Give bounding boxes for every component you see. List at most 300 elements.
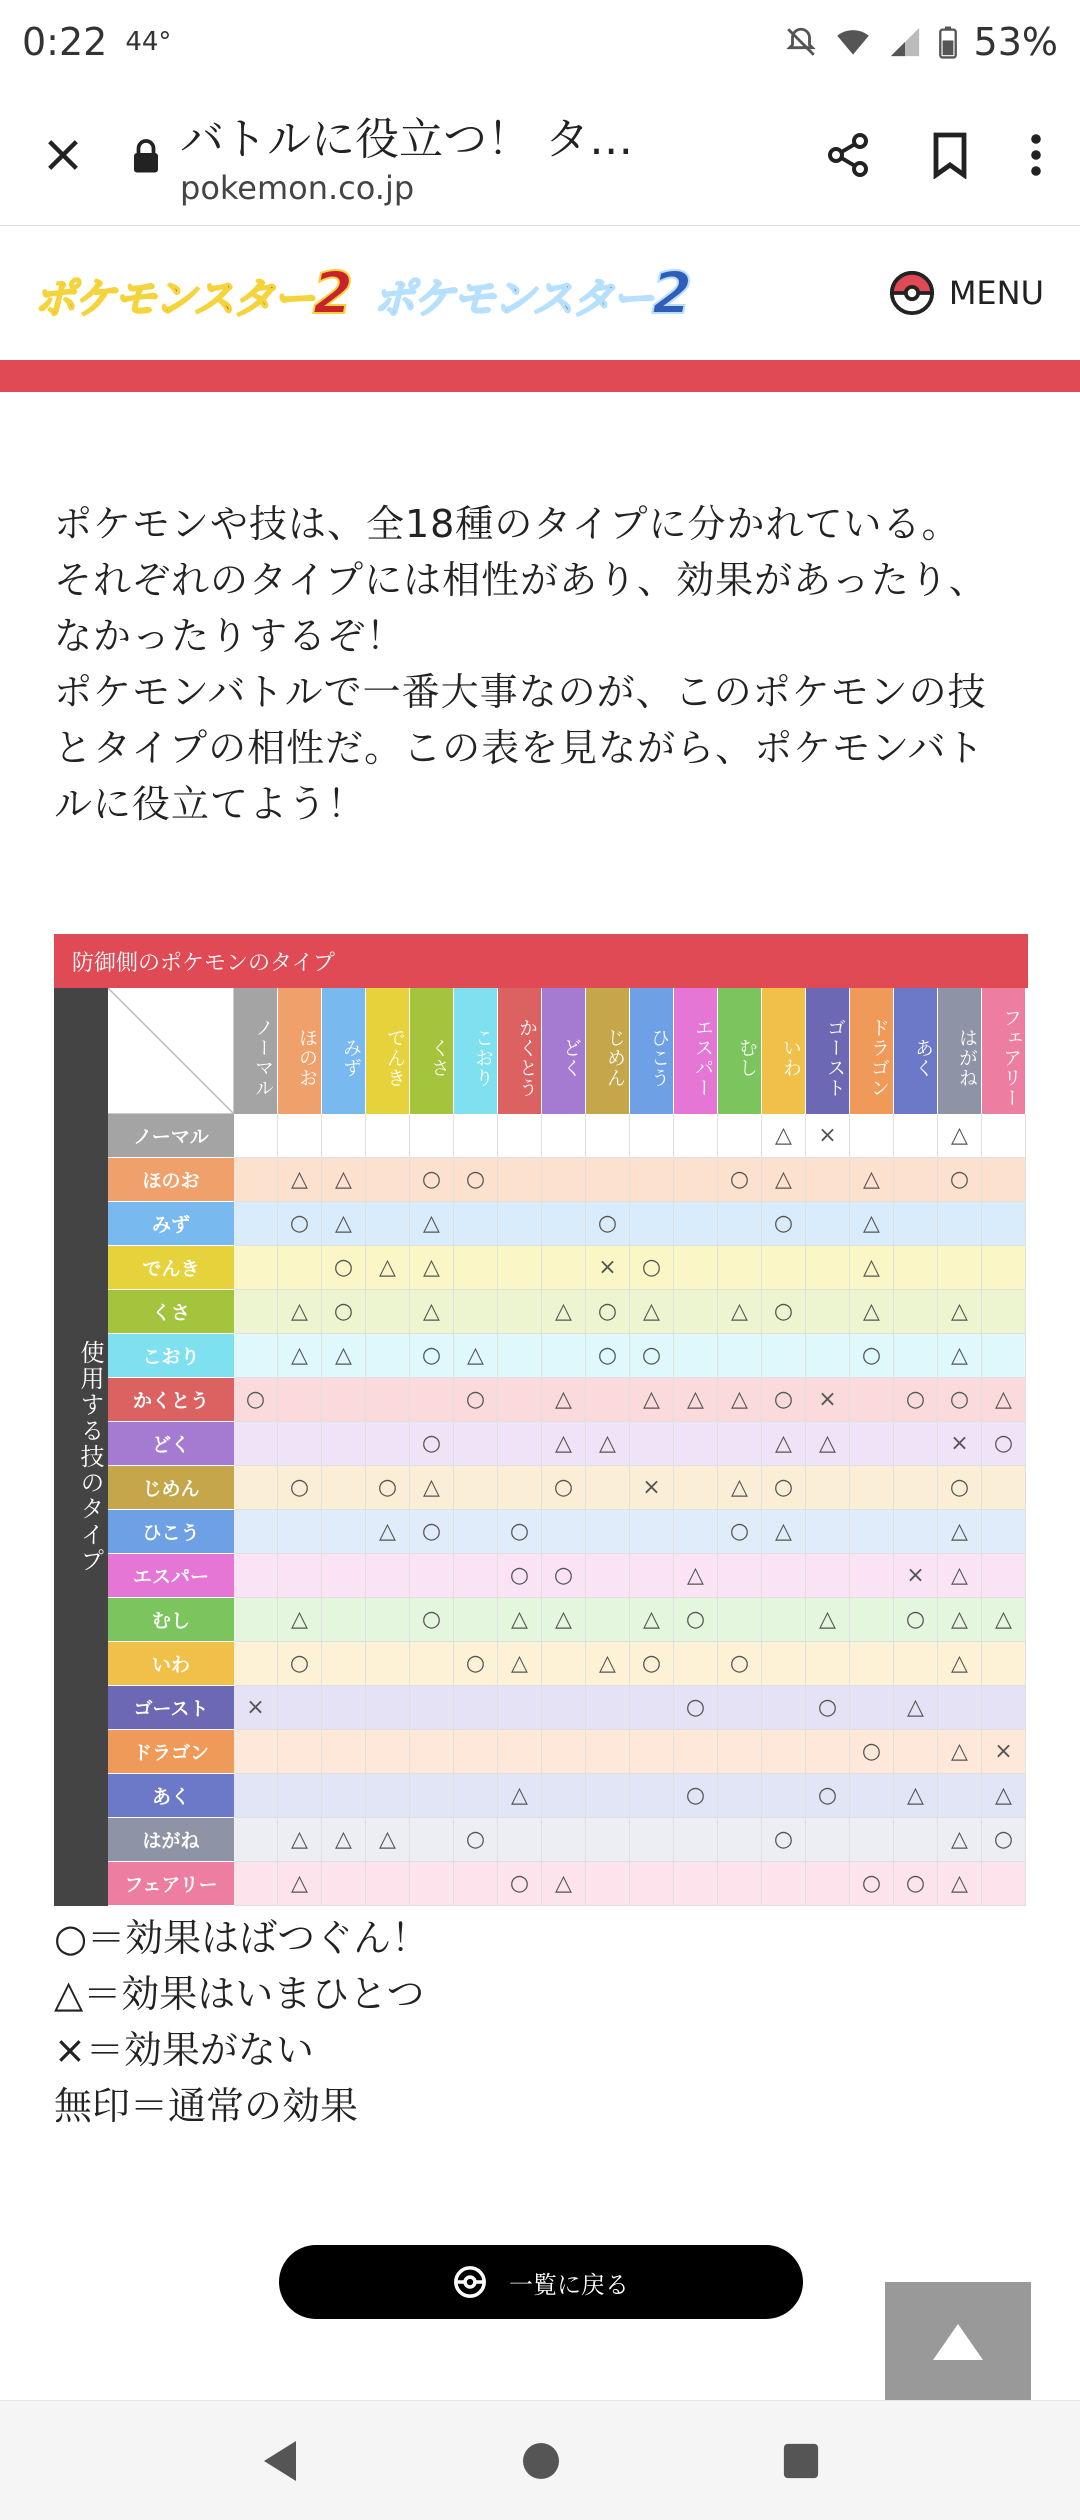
- effectiveness-cell: [454, 1730, 498, 1774]
- effectiveness-cell: △: [542, 1422, 586, 1466]
- effectiveness-cell: ○: [234, 1378, 278, 1422]
- effectiveness-cell: [410, 1554, 454, 1598]
- effectiveness-cell: [498, 1466, 542, 1510]
- effectiveness-cell: [982, 1202, 1026, 1246]
- effectiveness-cell: ×: [806, 1114, 850, 1158]
- effectiveness-cell: [762, 1334, 806, 1378]
- effectiveness-cell: [762, 1598, 806, 1642]
- effectiveness-cell: [586, 1466, 630, 1510]
- attacker-type-header: ほのお: [108, 1158, 234, 1202]
- effectiveness-cell: △: [850, 1246, 894, 1290]
- effectiveness-cell: [322, 1730, 366, 1774]
- effectiveness-cell: △: [278, 1158, 322, 1202]
- effectiveness-cell: [234, 1466, 278, 1510]
- defender-type-header: くさ: [410, 988, 454, 1114]
- effectiveness-cell: ○: [894, 1862, 938, 1906]
- effectiveness-cell: ○: [894, 1598, 938, 1642]
- effectiveness-cell: [234, 1598, 278, 1642]
- table-corner: [108, 988, 234, 1114]
- effectiveness-cell: [278, 1730, 322, 1774]
- effectiveness-cell: [630, 1774, 674, 1818]
- intro-line: ポケモンや技は、全18種のタイプに分かれている。: [54, 502, 961, 546]
- effectiveness-cell: ○: [410, 1598, 454, 1642]
- effectiveness-cell: [982, 1114, 1026, 1158]
- effectiveness-cell: △: [938, 1554, 982, 1598]
- effectiveness-cell: ○: [278, 1642, 322, 1686]
- effectiveness-cell: [806, 1642, 850, 1686]
- effectiveness-cell: [894, 1334, 938, 1378]
- site-header: [0, 226, 1080, 360]
- defender-header: 防御側のポケモンのタイプ: [54, 934, 1028, 988]
- effectiveness-cell: ○: [762, 1466, 806, 1510]
- effectiveness-cell: [454, 1554, 498, 1598]
- attacker-type-header: ゴースト: [108, 1686, 234, 1730]
- effectiveness-cell: △: [850, 1290, 894, 1334]
- effectiveness-cell: ○: [938, 1158, 982, 1202]
- effectiveness-cell: [278, 1686, 322, 1730]
- effectiveness-cell: △: [410, 1290, 454, 1334]
- effectiveness-cell: ○: [542, 1466, 586, 1510]
- effectiveness-cell: [366, 1774, 410, 1818]
- pokeball-icon: [889, 270, 935, 316]
- effectiveness-cell: [454, 1290, 498, 1334]
- effectiveness-cell: [674, 1818, 718, 1862]
- effectiveness-cell: [278, 1510, 322, 1554]
- effectiveness-cell: [410, 1114, 454, 1158]
- effectiveness-cell: △: [982, 1774, 1026, 1818]
- effectiveness-cell: ○: [674, 1774, 718, 1818]
- effectiveness-cell: △: [278, 1598, 322, 1642]
- effectiveness-cell: ×: [982, 1730, 1026, 1774]
- effectiveness-cell: [586, 1598, 630, 1642]
- effectiveness-cell: [366, 1730, 410, 1774]
- effectiveness-cell: [234, 1774, 278, 1818]
- effectiveness-cell: [894, 1466, 938, 1510]
- effectiveness-cell: [762, 1774, 806, 1818]
- effectiveness-cell: [322, 1422, 366, 1466]
- effectiveness-cell: △: [894, 1774, 938, 1818]
- effectiveness-cell: △: [410, 1466, 454, 1510]
- attacker-type-header: ひこう: [108, 1510, 234, 1554]
- effectiveness-cell: [366, 1158, 410, 1202]
- effectiveness-cell: [234, 1114, 278, 1158]
- back-button-label: 一覧に戻る: [509, 2270, 629, 2299]
- defender-type-header: いわ: [762, 988, 806, 1114]
- effectiveness-cell: [630, 1818, 674, 1862]
- effectiveness-cell: △: [630, 1290, 674, 1334]
- effectiveness-cell: [982, 1862, 1026, 1906]
- effectiveness-cell: [234, 1246, 278, 1290]
- effectiveness-cell: [850, 1378, 894, 1422]
- attacker-type-header: でんき: [108, 1246, 234, 1290]
- defender-type-header: あく: [894, 988, 938, 1114]
- effectiveness-cell: [718, 1334, 762, 1378]
- effectiveness-cell: △: [366, 1510, 410, 1554]
- status-time: 0:22: [22, 20, 108, 64]
- effectiveness-cell: [322, 1466, 366, 1510]
- effectiveness-cell: △: [498, 1598, 542, 1642]
- effectiveness-cell: ○: [586, 1334, 630, 1378]
- effectiveness-cell: [718, 1730, 762, 1774]
- effectiveness-cell: [234, 1422, 278, 1466]
- effectiveness-cell: ○: [850, 1862, 894, 1906]
- effectiveness-cell: [498, 1290, 542, 1334]
- effectiveness-cell: △: [322, 1158, 366, 1202]
- bookmark-icon[interactable]: [928, 131, 972, 179]
- effectiveness-cell: [454, 1774, 498, 1818]
- effectiveness-cell: [322, 1686, 366, 1730]
- effectiveness-cell: [498, 1818, 542, 1862]
- effectiveness-cell: ○: [630, 1642, 674, 1686]
- effectiveness-cell: ○: [498, 1862, 542, 1906]
- effectiveness-cell: △: [278, 1290, 322, 1334]
- defender-type-header: むし: [718, 988, 762, 1114]
- moon-logo[interactable]: ポケモンスター2: [373, 259, 691, 327]
- effectiveness-cell: [718, 1598, 762, 1642]
- back-to-list-button[interactable]: [279, 2245, 803, 2319]
- effectiveness-cell: ○: [322, 1246, 366, 1290]
- effectiveness-cell: [718, 1422, 762, 1466]
- effectiveness-cell: ○: [806, 1686, 850, 1730]
- defender-type-header: こおり: [454, 988, 498, 1114]
- effectiveness-cell: [366, 1642, 410, 1686]
- legend-item: ○＝効果はばつぐん！: [54, 1916, 430, 1960]
- effectiveness-cell: [806, 1158, 850, 1202]
- effectiveness-cell: [366, 1202, 410, 1246]
- intro-line: ポケモンバトルで一番大事なのが、このポケモンの技: [54, 670, 987, 714]
- effectiveness-cell: [762, 1554, 806, 1598]
- effectiveness-cell: [630, 1202, 674, 1246]
- effectiveness-cell: [234, 1862, 278, 1906]
- effectiveness-cell: ○: [850, 1334, 894, 1378]
- effectiveness-cell: [806, 1554, 850, 1598]
- effectiveness-cell: [410, 1774, 454, 1818]
- effectiveness-cell: [894, 1730, 938, 1774]
- effectiveness-cell: △: [938, 1642, 982, 1686]
- effectiveness-cell: [542, 1510, 586, 1554]
- effectiveness-cell: △: [762, 1422, 806, 1466]
- effectiveness-cell: △: [982, 1378, 1026, 1422]
- effectiveness-cell: △: [718, 1290, 762, 1334]
- effectiveness-cell: [718, 1818, 762, 1862]
- effectiveness-cell: [674, 1158, 718, 1202]
- effectiveness-cell: [630, 1510, 674, 1554]
- effectiveness-cell: [234, 1554, 278, 1598]
- effectiveness-cell: [718, 1246, 762, 1290]
- effectiveness-cell: [498, 1246, 542, 1290]
- effectiveness-cell: [498, 1158, 542, 1202]
- effectiveness-cell: [850, 1114, 894, 1158]
- intro-line: それぞれのタイプには相性があり、効果があったり、: [54, 558, 988, 602]
- effectiveness-cell: [498, 1686, 542, 1730]
- effectiveness-cell: △: [322, 1818, 366, 1862]
- effectiveness-cell: [894, 1202, 938, 1246]
- wifi-icon: [834, 25, 872, 59]
- effectiveness-cell: [718, 1554, 762, 1598]
- defender-type-header: ゴースト: [806, 988, 850, 1114]
- effectiveness-cell: [366, 1334, 410, 1378]
- effectiveness-cell: [322, 1774, 366, 1818]
- defender-type-header: フェアリー: [982, 988, 1026, 1114]
- effectiveness-cell: [850, 1642, 894, 1686]
- effectiveness-cell: [366, 1598, 410, 1642]
- effectiveness-cell: [586, 1686, 630, 1730]
- effectiveness-cell: [850, 1510, 894, 1554]
- effectiveness-cell: △: [806, 1422, 850, 1466]
- attacker-type-header: どく: [108, 1422, 234, 1466]
- effectiveness-cell: ○: [674, 1598, 718, 1642]
- effectiveness-cell: △: [674, 1554, 718, 1598]
- intro-line: とタイプの相性だ。この表を見ながら、ポケモンバト: [54, 726, 985, 770]
- effectiveness-cell: [322, 1510, 366, 1554]
- effectiveness-cell: [454, 1686, 498, 1730]
- effectiveness-cell: ×: [630, 1466, 674, 1510]
- effectiveness-cell: [234, 1818, 278, 1862]
- effectiveness-cell: [806, 1730, 850, 1774]
- effectiveness-cell: [894, 1510, 938, 1554]
- effectiveness-cell: [630, 1730, 674, 1774]
- home-nav-icon[interactable]: [521, 2441, 561, 2481]
- page-title-area[interactable]: [180, 103, 824, 207]
- effectiveness-cell: [542, 1158, 586, 1202]
- effectiveness-cell: [322, 1598, 366, 1642]
- attacker-type-header: はがね: [108, 1818, 234, 1862]
- effectiveness-cell: [718, 1202, 762, 1246]
- effectiveness-cell: ○: [366, 1466, 410, 1510]
- intro-line: ルに役立てよう！: [54, 782, 367, 826]
- effectiveness-cell: [586, 1158, 630, 1202]
- effectiveness-cell: [674, 1334, 718, 1378]
- effectiveness-cell: △: [542, 1290, 586, 1334]
- effectiveness-cell: ○: [806, 1774, 850, 1818]
- effectiveness-cell: [674, 1422, 718, 1466]
- effectiveness-cell: [542, 1730, 586, 1774]
- legend-item: 無印＝通常の効果: [54, 2084, 359, 2128]
- legend: [54, 1910, 429, 2134]
- menu-button[interactable]: [889, 270, 1044, 316]
- effectiveness-cell: [894, 1818, 938, 1862]
- effectiveness-cell: [498, 1378, 542, 1422]
- effectiveness-cell: [806, 1818, 850, 1862]
- defender-type-header: はがね: [938, 988, 982, 1114]
- effectiveness-cell: [586, 1114, 630, 1158]
- effectiveness-cell: △: [894, 1686, 938, 1730]
- defender-type-header: じめん: [586, 988, 630, 1114]
- effectiveness-cell: [366, 1862, 410, 1906]
- effectiveness-cell: [806, 1510, 850, 1554]
- effectiveness-cell: △: [410, 1202, 454, 1246]
- intro-line: なかったりするぞ！: [54, 614, 406, 658]
- effectiveness-cell: [850, 1598, 894, 1642]
- effectiveness-cell: ○: [718, 1158, 762, 1202]
- effectiveness-cell: [586, 1862, 630, 1906]
- attacker-side-label: 使用する技のタイプ: [54, 988, 108, 1906]
- attacker-type-header: むし: [108, 1598, 234, 1642]
- effectiveness-cell: [366, 1554, 410, 1598]
- effectiveness-cell: [806, 1290, 850, 1334]
- effectiveness-cell: [982, 1290, 1026, 1334]
- effectiveness-cell: [498, 1730, 542, 1774]
- effectiveness-cell: [674, 1290, 718, 1334]
- attacker-type-header: あく: [108, 1774, 234, 1818]
- close-icon: [43, 135, 83, 175]
- effectiveness-cell: [454, 1510, 498, 1554]
- effectiveness-cell: ○: [542, 1554, 586, 1598]
- effectiveness-cell: [982, 1246, 1026, 1290]
- effectiveness-cell: [630, 1422, 674, 1466]
- effectiveness-cell: △: [674, 1378, 718, 1422]
- recents-nav-icon[interactable]: [782, 2442, 820, 2480]
- effectiveness-cell: △: [278, 1334, 322, 1378]
- effectiveness-cell: [498, 1202, 542, 1246]
- effectiveness-cell: △: [762, 1114, 806, 1158]
- sun-logo[interactable]: ポケモンスター2: [34, 259, 352, 327]
- effectiveness-cell: △: [322, 1334, 366, 1378]
- signal-icon: [888, 25, 922, 59]
- attacker-type-header: みず: [108, 1202, 234, 1246]
- effectiveness-cell: ○: [586, 1202, 630, 1246]
- effectiveness-cell: [806, 1862, 850, 1906]
- effectiveness-cell: [586, 1510, 630, 1554]
- effectiveness-cell: [498, 1422, 542, 1466]
- effectiveness-cell: [498, 1334, 542, 1378]
- effectiveness-cell: [410, 1686, 454, 1730]
- effectiveness-cell: ○: [454, 1642, 498, 1686]
- effectiveness-cell: [674, 1246, 718, 1290]
- effectiveness-cell: △: [938, 1598, 982, 1642]
- effectiveness-cell: [982, 1554, 1026, 1598]
- effectiveness-cell: [542, 1114, 586, 1158]
- effectiveness-cell: △: [498, 1774, 542, 1818]
- effectiveness-cell: [454, 1202, 498, 1246]
- effectiveness-cell: △: [586, 1422, 630, 1466]
- effectiveness-cell: [630, 1114, 674, 1158]
- pokeball-icon: [453, 2265, 487, 2299]
- effectiveness-cell: ○: [982, 1818, 1026, 1862]
- effectiveness-cell: ○: [938, 1378, 982, 1422]
- effectiveness-cell: [762, 1686, 806, 1730]
- effectiveness-cell: [410, 1818, 454, 1862]
- effectiveness-cell: [762, 1730, 806, 1774]
- effectiveness-cell: △: [542, 1598, 586, 1642]
- effectiveness-cell: [850, 1774, 894, 1818]
- effectiveness-cell: △: [630, 1598, 674, 1642]
- effectiveness-cell: ×: [586, 1246, 630, 1290]
- back-nav-icon[interactable]: [260, 2439, 300, 2483]
- more-options-icon[interactable]: [1028, 131, 1044, 179]
- effectiveness-cell: [718, 1114, 762, 1158]
- effectiveness-cell: [982, 1642, 1026, 1686]
- defender-type-header: ほのお: [278, 988, 322, 1114]
- battery-icon: [938, 25, 958, 59]
- effectiveness-cell: ○: [762, 1818, 806, 1862]
- effectiveness-cell: ○: [454, 1158, 498, 1202]
- share-icon[interactable]: [824, 131, 872, 179]
- effectiveness-cell: ○: [410, 1158, 454, 1202]
- effectiveness-cell: [674, 1114, 718, 1158]
- effectiveness-cell: [542, 1246, 586, 1290]
- effectiveness-cell: [454, 1422, 498, 1466]
- effectiveness-cell: △: [850, 1158, 894, 1202]
- effectiveness-cell: ○: [586, 1290, 630, 1334]
- legend-item: ×＝効果がない: [54, 2028, 314, 2072]
- effectiveness-cell: ○: [850, 1730, 894, 1774]
- effectiveness-cell: ○: [894, 1378, 938, 1422]
- defender-type-header: かくとう: [498, 988, 542, 1114]
- status-bar: [0, 0, 1080, 84]
- attacker-type-header: じめん: [108, 1466, 234, 1510]
- effectiveness-cell: [278, 1378, 322, 1422]
- effectiveness-cell: △: [366, 1818, 410, 1862]
- effectiveness-cell: [982, 1686, 1026, 1730]
- effectiveness-cell: △: [630, 1378, 674, 1422]
- effectiveness-cell: ○: [762, 1378, 806, 1422]
- effectiveness-cell: [542, 1334, 586, 1378]
- effectiveness-cell: [894, 1114, 938, 1158]
- effectiveness-cell: ○: [762, 1202, 806, 1246]
- browser-toolbar: [0, 84, 1080, 226]
- effectiveness-cell: △: [278, 1862, 322, 1906]
- effectiveness-cell: [806, 1202, 850, 1246]
- effectiveness-cell: [454, 1114, 498, 1158]
- effectiveness-cell: [718, 1686, 762, 1730]
- battery-percent: 53%: [973, 20, 1058, 64]
- effectiveness-cell: [322, 1862, 366, 1906]
- effectiveness-cell: △: [322, 1202, 366, 1246]
- effectiveness-cell: [234, 1510, 278, 1554]
- effectiveness-cell: [762, 1642, 806, 1686]
- effectiveness-cell: [586, 1730, 630, 1774]
- effectiveness-cell: ×: [806, 1378, 850, 1422]
- effectiveness-cell: [850, 1422, 894, 1466]
- effectiveness-cell: [894, 1290, 938, 1334]
- effectiveness-cell: [938, 1246, 982, 1290]
- effectiveness-cell: ○: [278, 1202, 322, 1246]
- effectiveness-cell: [366, 1686, 410, 1730]
- effectiveness-cell: [674, 1730, 718, 1774]
- effectiveness-cell: [454, 1246, 498, 1290]
- effectiveness-cell: [982, 1158, 1026, 1202]
- effectiveness-cell: ○: [278, 1466, 322, 1510]
- effectiveness-cell: ○: [410, 1334, 454, 1378]
- attacker-type-header: こおり: [108, 1334, 234, 1378]
- effectiveness-cell: △: [542, 1378, 586, 1422]
- effectiveness-cell: ○: [410, 1422, 454, 1466]
- effectiveness-cell: [278, 1554, 322, 1598]
- effectiveness-cell: ○: [718, 1642, 762, 1686]
- effectiveness-cell: [762, 1246, 806, 1290]
- effectiveness-cell: [234, 1202, 278, 1246]
- attacker-type-header: かくとう: [108, 1378, 234, 1422]
- close-tab-button[interactable]: [0, 84, 126, 226]
- effectiveness-cell: [938, 1774, 982, 1818]
- system-nav-bar: [0, 2400, 1080, 2520]
- effectiveness-cell: [542, 1818, 586, 1862]
- scroll-to-top-button[interactable]: [885, 2282, 1031, 2402]
- effectiveness-cell: [674, 1862, 718, 1906]
- effectiveness-cell: [674, 1202, 718, 1246]
- effectiveness-cell: [410, 1378, 454, 1422]
- effectiveness-cell: [982, 1510, 1026, 1554]
- effectiveness-cell: ×: [938, 1422, 982, 1466]
- effectiveness-cell: [894, 1642, 938, 1686]
- effectiveness-cell: △: [982, 1598, 1026, 1642]
- effectiveness-cell: △: [850, 1202, 894, 1246]
- defender-type-header: どく: [542, 988, 586, 1114]
- effectiveness-cell: △: [806, 1598, 850, 1642]
- effectiveness-cell: △: [938, 1862, 982, 1906]
- attacker-type-header: いわ: [108, 1642, 234, 1686]
